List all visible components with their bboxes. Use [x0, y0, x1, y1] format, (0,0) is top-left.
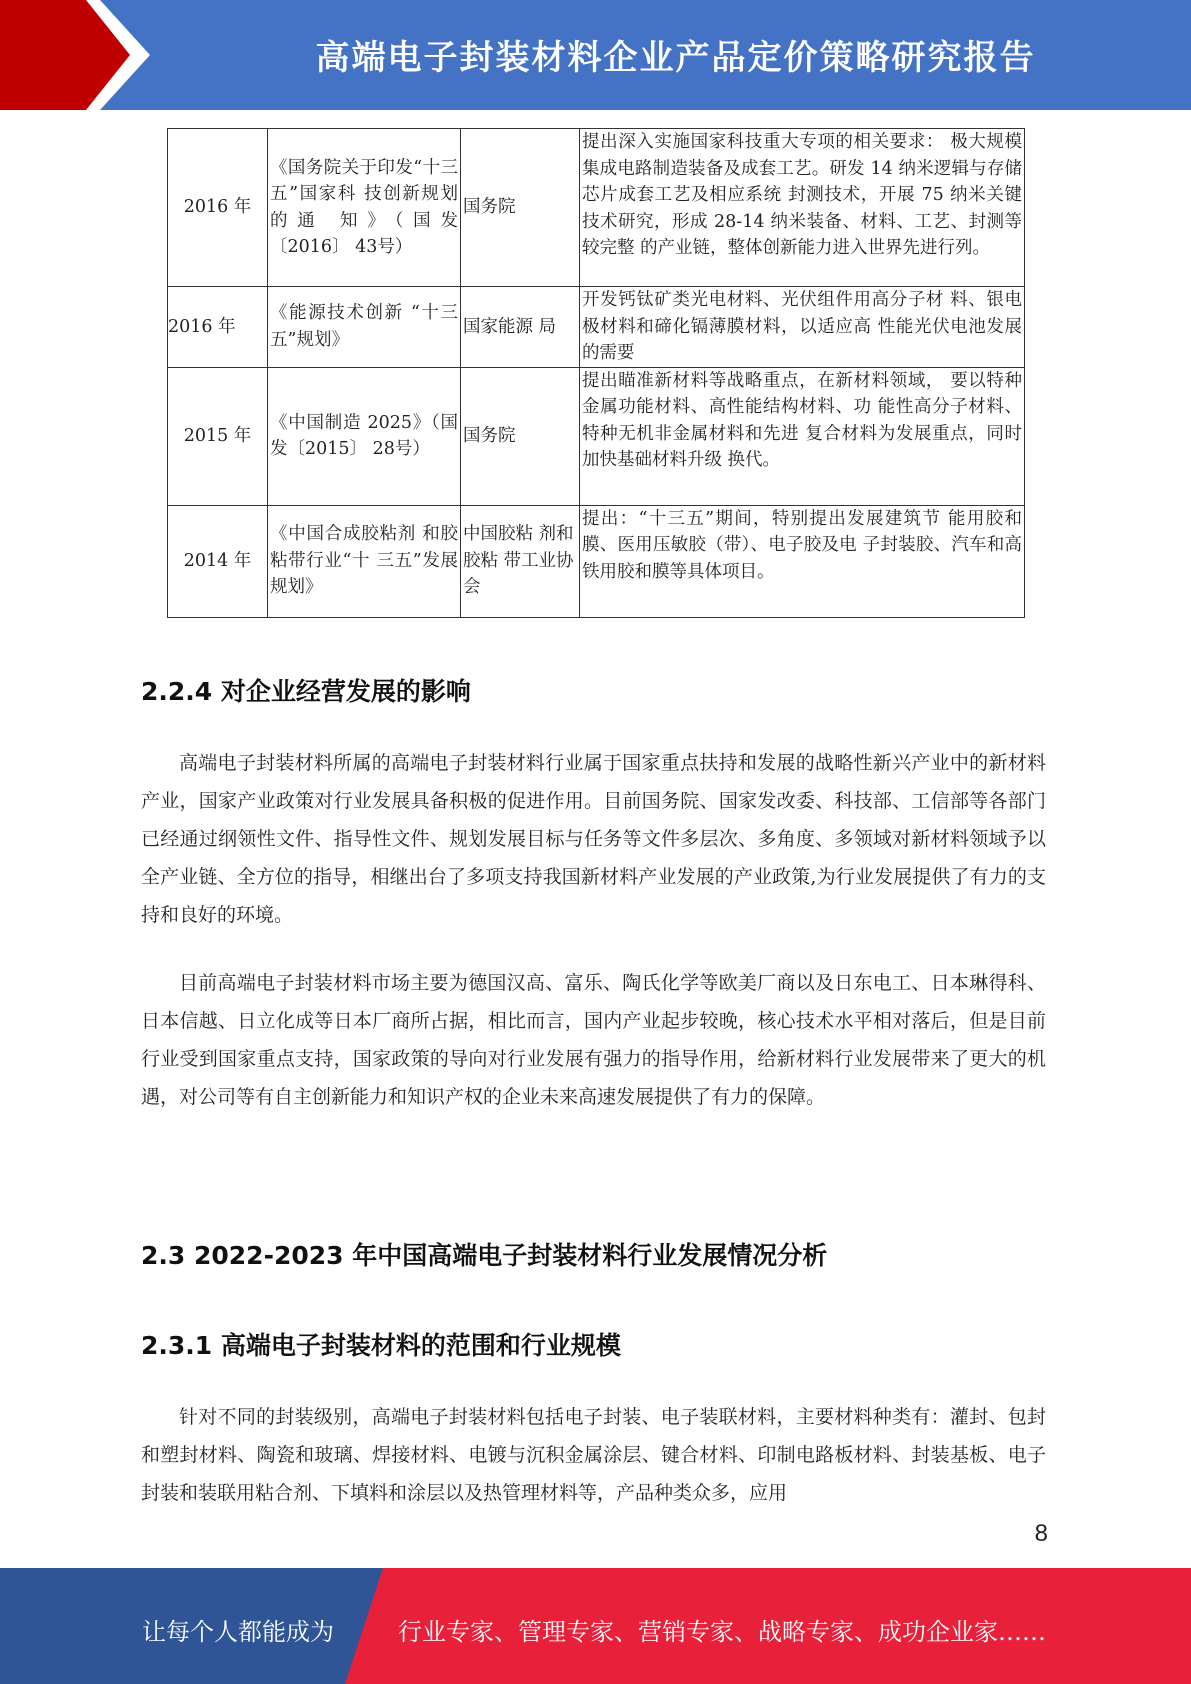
table-row: [168, 505, 1025, 617]
policy-issuer: 国务院: [461, 367, 580, 505]
policy-document: 《中国制造 2025》（国发〔2015〕 28号）: [268, 367, 461, 505]
policy-table: [167, 128, 1025, 618]
section-heading-2-3-1: 2.3.1 高端电子封装材料的范围和行业规模: [141, 1331, 621, 1360]
section-heading-2-2-4: 2.2.4 对企业经营发展的影响: [141, 677, 471, 706]
policy-content: 提出：“十三五”期间，特别提出发展建筑节 能用胶和膜、医用压敏胶（带）、电子胶及电 子封装胶、汽车和高铁用胶和膜等具体项目。: [580, 505, 1025, 617]
report-header: [0, 0, 1191, 110]
header-arrow-decoration: [0, 0, 150, 110]
table-row: [168, 129, 1025, 287]
table-row: [168, 287, 1025, 368]
policy-year: 2016 年: [168, 287, 268, 368]
policy-document: 《能源技术创新 “十三五”规划》: [268, 287, 461, 368]
policy-content: 提出瞄准新材料等战略重点，在新材料领域， 要以特种金属功能材料、高性能结构材料、功 能性高分子材料、特种无机非金属材料和先进 复合材料为发展重点，同时加快基础材料升级 换代。: [580, 367, 1025, 505]
body-paragraph: 高端电子封装材料所属的高端电子封装材料行业属于国家重点扶持和发展的战略性新兴产业中的新材料产业，国家产业政策对行业发展具备积极的促进作用。目前国务院、国家发改委、科技部、工信部等各部门已经通过纲领性文件、指导性文件、规划发展目标与任务等文件多层次、多角度、多领域对新材料领域予以全产业链、全方位的指导，相继出台了多项支持我国新材料产业发展的产业政策,为行业发展提供了有力的支持和良好的环境。: [141, 752, 1046, 926]
body-paragraph: 目前高端电子封装材料市场主要为德国汉高、富乐、陶氏化学等欧美厂商以及日东电工、日本琳得科、日本信越、日立化成等日本厂商所占据，相比而言，国内产业起步较晚，核心技术水平相对落后，但是目前行业受到国家重点支持，国家政策的导向对行业发展有强力的指导作用，给新材料行业发展带来了更大的机遇，对公司等有自主创新能力和知识产权的企业未来高速发展提供了有力的保障。: [141, 972, 1046, 1108]
report-footer: [0, 1568, 1191, 1684]
policy-document: 《中国合成胶粘剂 和胶粘带行业“十 三五”发展规划》: [268, 505, 461, 617]
policy-year: 2015 年: [168, 367, 268, 505]
policy-content: 提出深入实施国家科技重大专项的相关要求： 极大规模集成电路制造装备及成套工艺。研发 14 纳米逻辑与存储芯片成套工艺及相应系统 封测技术，开展 75 纳米关键技术研究，形成 28-14 纳米装备、材料、工艺、封测等较完整 的产业链，整体创新能力进入世界先进行列。: [580, 129, 1025, 287]
table-row: [168, 367, 1025, 505]
footer-slogan-right: 行业专家、管理专家、营销专家、战略专家、成功企业家……: [398, 1618, 1046, 1646]
report-title: 高端电子封装材料企业产品定价策略研究报告: [315, 38, 1036, 78]
page-number: 8: [1034, 1520, 1048, 1547]
policy-year: 2014 年: [168, 505, 268, 617]
policy-issuer: 国家能源 局: [461, 287, 580, 368]
footer-slogan-left: 让每个人都能成为: [142, 1618, 334, 1646]
policy-content: 开发钙钛矿类光电材料、光伏组件用高分子材 料、银电极材料和碲化镉薄膜材料，以适应高 性能光伏电池发展的需要: [580, 287, 1025, 368]
policy-issuer: 中国胶粘 剂和胶粘 带工业协 会: [461, 505, 580, 617]
policy-issuer: 国务院: [461, 129, 580, 287]
policy-year: 2016 年: [168, 129, 268, 287]
section-heading-2-3: 2.3 2022-2023 年中国高端电子封装材料行业发展情况分析: [141, 1241, 828, 1270]
body-paragraph: 针对不同的封装级别，高端电子封装材料包括电子封装、电子装联材料，主要材料种类有：灌封、包封和塑封材料、陶瓷和玻璃、焊接材料、电镀与沉积金属涂层、键合材料、印制电路板材料、封装基板、电子封装和装联用粘合剂、下填料和涂层以及热管理材料等，产品种类众多，应用: [141, 1406, 1046, 1504]
policy-document: 《国务院关于印发“十三五”国家科 技创新规划的通 知》（国发〔2016〕 43号）: [268, 129, 461, 287]
